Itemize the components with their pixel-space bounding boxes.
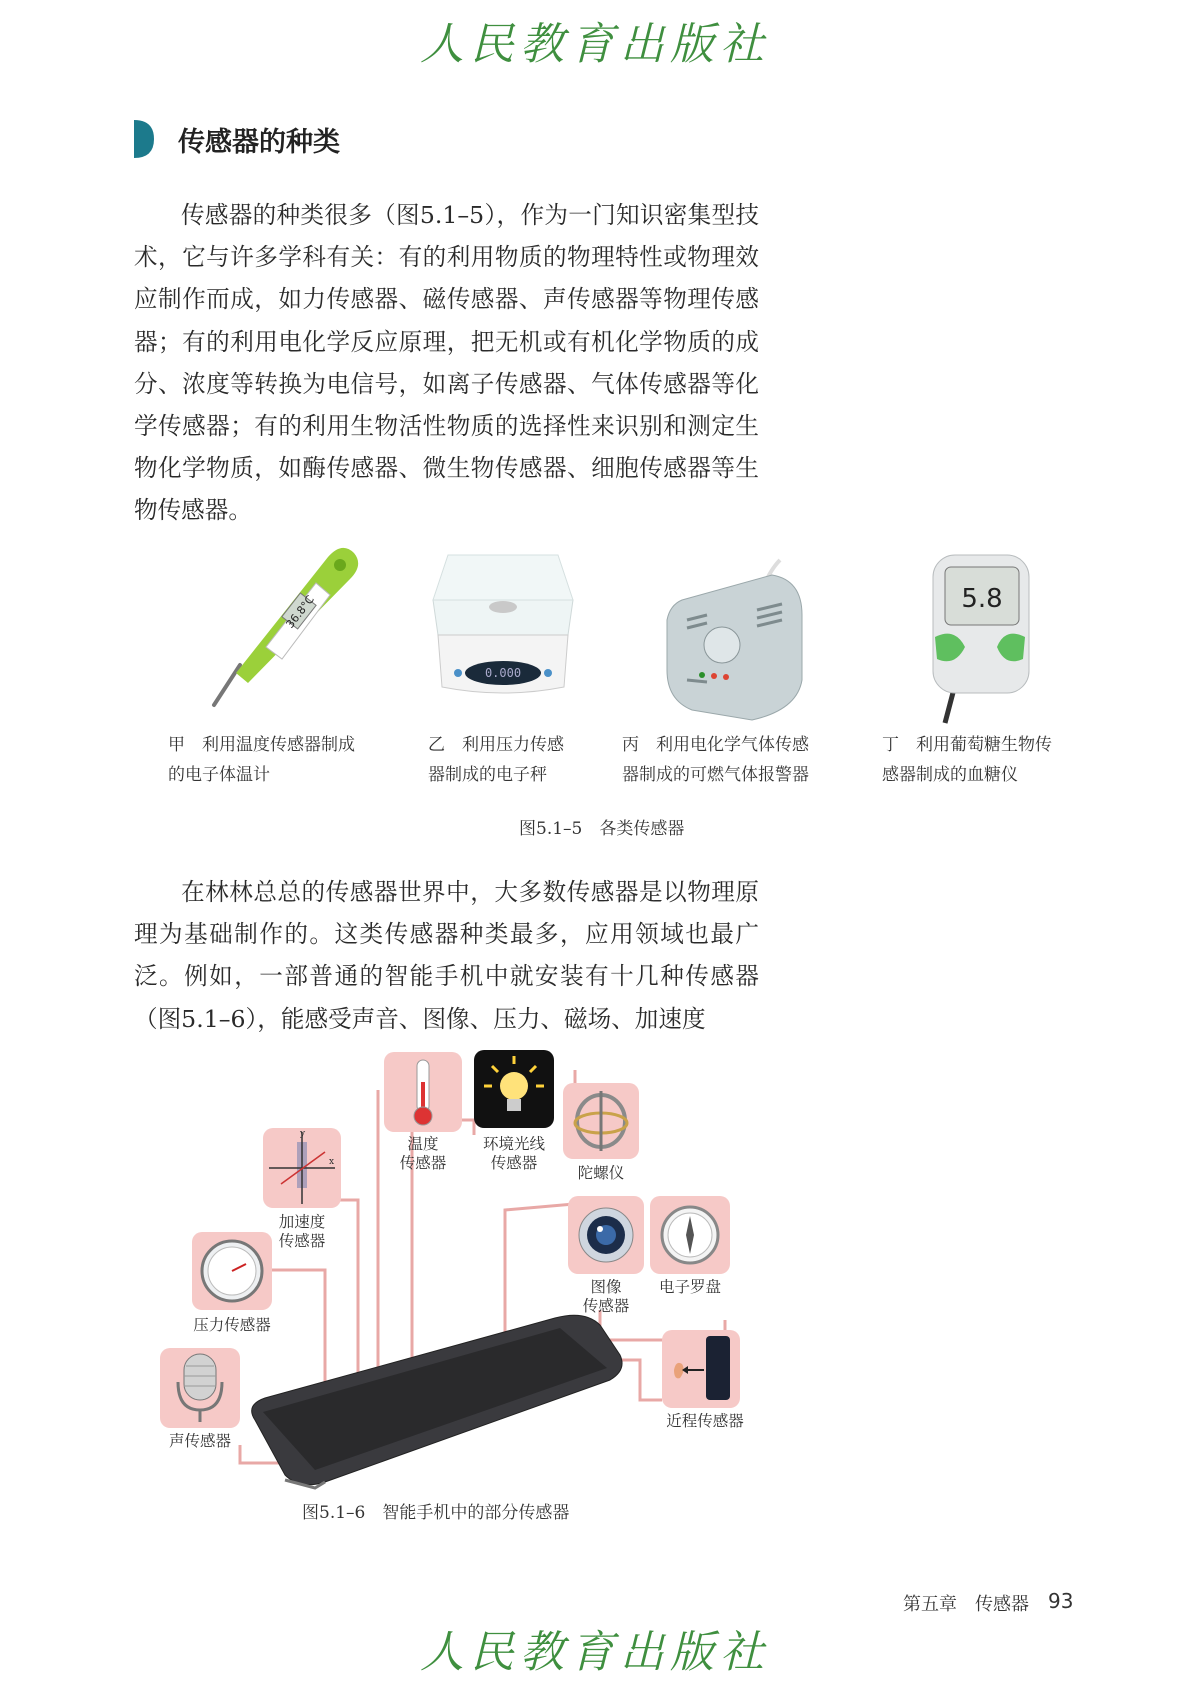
caption-line: 丙 利用电化学气体传感 <box>622 735 809 755</box>
microphone-icon <box>160 1348 240 1428</box>
pressure-sensor-label: 压力传感器 <box>193 1316 271 1334</box>
body-paragraph-1: 传感器的种类很多（图5.1–5），作为一门知识密集型技术，它与许多学科有关：有的利用物质的物理特性或物理效应制作而成，如力传感器、磁传感器、声传感器等物理传感器；有的利用电化学反应原理，把无机或有机化学物质的成分、浓度等转换为电信号，如离子传感器、气体传感器等化学传感器；有的利用生物活性物质的选择性来识别和测定生物化学物质，如酶传感器、微生物传感器、细胞传感器等生物传感器。 <box>134 201 759 525</box>
temperature-sensor-label <box>384 1135 462 1173</box>
caption-line: 丁 利用葡萄糖生物传 <box>882 735 1052 755</box>
ambient-light-sensor-box <box>474 1050 554 1128</box>
label-line: 传感器 <box>399 1154 447 1172</box>
proximity-icon <box>662 1330 740 1408</box>
label-line: 温度 <box>407 1135 439 1153</box>
image-sensor-box <box>568 1196 644 1274</box>
glucose-display: 5.8 <box>961 584 1003 614</box>
figure-5-1-5-caption: 图5.1–5 各类传感器 <box>519 819 685 839</box>
caption-line: 感器制成的血糖仪 <box>882 765 1018 785</box>
caption-line: 器制成的电子秤 <box>428 765 547 785</box>
electronic-scale-image <box>428 555 578 700</box>
gyroscope-label: 陀螺仪 <box>577 1164 625 1182</box>
label-line: 加速度 <box>278 1213 326 1231</box>
caption-scale <box>428 730 564 790</box>
smartphone-image <box>245 1310 625 1490</box>
accelerometer-box <box>263 1128 341 1208</box>
label-line: 传感器 <box>278 1232 326 1250</box>
caption-line: 器制成的可燃气体报警器 <box>622 765 809 785</box>
caption-line: 的电子体温计 <box>168 765 270 785</box>
svg-text:y: y <box>300 1129 306 1139</box>
section-marker-icon <box>134 120 154 158</box>
caption-gas-alarm <box>622 730 809 790</box>
label-line: 传感器 <box>490 1154 538 1172</box>
compass-box <box>650 1196 730 1274</box>
sound-sensor-box <box>160 1348 240 1428</box>
caption-line: 甲 利用温度传感器制成 <box>168 735 355 755</box>
axes-icon <box>263 1128 341 1208</box>
caption-thermometer <box>168 730 355 790</box>
temperature-sensor-box <box>384 1052 462 1132</box>
body-paragraph-2: 在林林总总的传感器世界中，大多数传感器是以物理原理为基础制作的。这类传感器种类最多，应用领域也最广泛。例如，一部普通的智能手机中就安装有十几种传感器（图5.1–6），能感受声音、图像、压力、磁场、加速度 <box>134 878 759 1033</box>
ambient-light-sensor-label <box>470 1135 558 1173</box>
pressure-gauge-icon <box>192 1232 272 1310</box>
compass-label: 电子罗盘 <box>658 1278 721 1296</box>
glucose-meter-image <box>925 555 1035 725</box>
compass-icon <box>650 1196 730 1274</box>
svg-text:x: x <box>329 1157 335 1167</box>
proximity-sensor-label: 近程传感器 <box>666 1412 744 1430</box>
publisher-header: 人民教育出版社 <box>420 19 770 70</box>
label-line: 环境光线 <box>482 1135 545 1153</box>
caption-line: 乙 利用压力传感 <box>428 735 564 755</box>
sound-sensor-label: 声传感器 <box>168 1432 231 1450</box>
label-line: 传感器 <box>582 1297 630 1315</box>
gas-alarm-image <box>662 560 812 720</box>
figure-5-1-6-caption: 图5.1–6 智能手机中的部分传感器 <box>302 1503 570 1523</box>
light-bulb-icon <box>474 1050 554 1128</box>
caption-glucose-meter <box>882 730 1052 790</box>
scale-display: 0.000 <box>484 666 522 680</box>
thermometer-display: 36.8°C <box>283 593 317 631</box>
gyroscope-box <box>563 1083 639 1159</box>
thermometer-image <box>200 535 370 715</box>
proximity-sensor-box <box>662 1330 740 1408</box>
gyroscope-icon <box>563 1083 639 1159</box>
footer-chapter: 第五章 传感器 <box>903 1594 1029 1615</box>
pressure-sensor-box <box>192 1232 272 1310</box>
thermometer-icon <box>384 1052 462 1132</box>
image-sensor-label <box>568 1278 644 1316</box>
camera-lens-icon <box>568 1196 644 1274</box>
publisher-footer: 人民教育出版社 <box>420 1627 770 1678</box>
label-line: 图像 <box>590 1278 622 1296</box>
section-title: 传感器的种类 <box>178 127 340 158</box>
accelerometer-label <box>263 1213 341 1251</box>
page-number: 93 <box>1048 1589 1074 1613</box>
